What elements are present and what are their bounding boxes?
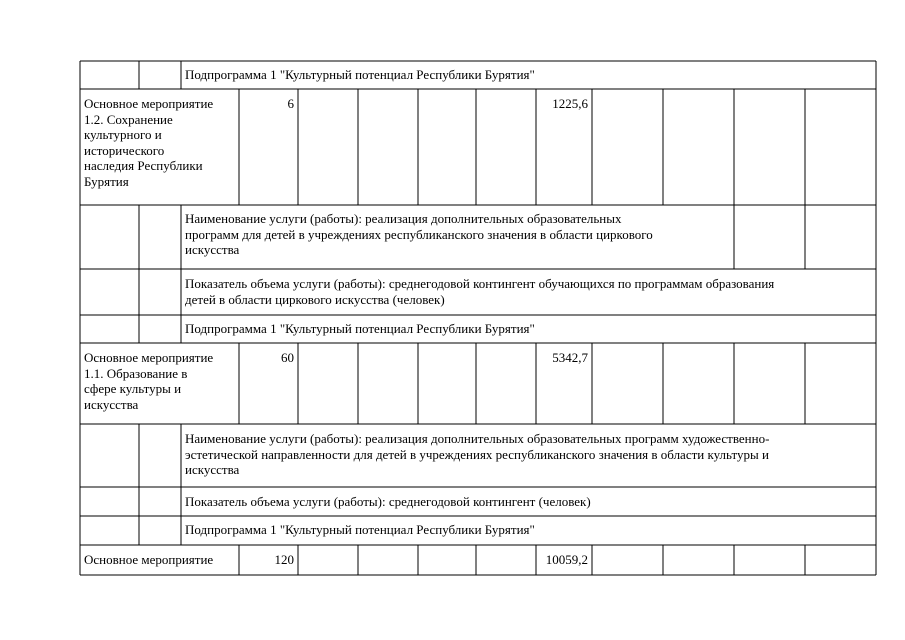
service-name: Наименование услуги (работы): реализация дополнительных образовательных программ художественно- эстетической направленности для детей в учреждениях республиканского значения в области культуры и искусства [185,431,770,477]
service-indicator: Показатель объема услуги (работы): среднегодовой контингент (человек) [185,494,591,509]
activity-name: Основное мероприятие [84,552,214,567]
subprogram-heading: Подпрограмма 1 "Культурный потенциал Республики Бурятия" [185,321,535,336]
service-name: Наименование услуги (работы): реализация дополнительных образовательных программ для детей в учреждениях республиканского значения в области циркового искусства [185,211,653,257]
service-indicator: Показатель объема услуги (работы): среднегодовой контингент обучающихся по программам образования детей в области циркового искусства (человек) [185,276,775,307]
activity-name: Основное мероприятие 1.1. Образование в сфере культуры и искусства [84,350,214,412]
activity-amount: 5342,7 [552,350,588,365]
activity-quantity: 6 [287,96,294,111]
activity-quantity: 120 [274,552,294,567]
subprogram-heading: Подпрограмма 1 "Культурный потенциал Республики Бурятия" [185,522,535,537]
activity-amount: 1225,6 [552,96,588,111]
activity-quantity: 60 [281,350,294,365]
activity-amount: 10059,2 [545,552,588,567]
subprogram-heading: Подпрограмма 1 "Культурный потенциал Республики Бурятия" [185,67,535,82]
activity-name: Основное мероприятие 1.2. Сохранение культурного и исторического наследия Республики Бурятия [84,96,214,189]
